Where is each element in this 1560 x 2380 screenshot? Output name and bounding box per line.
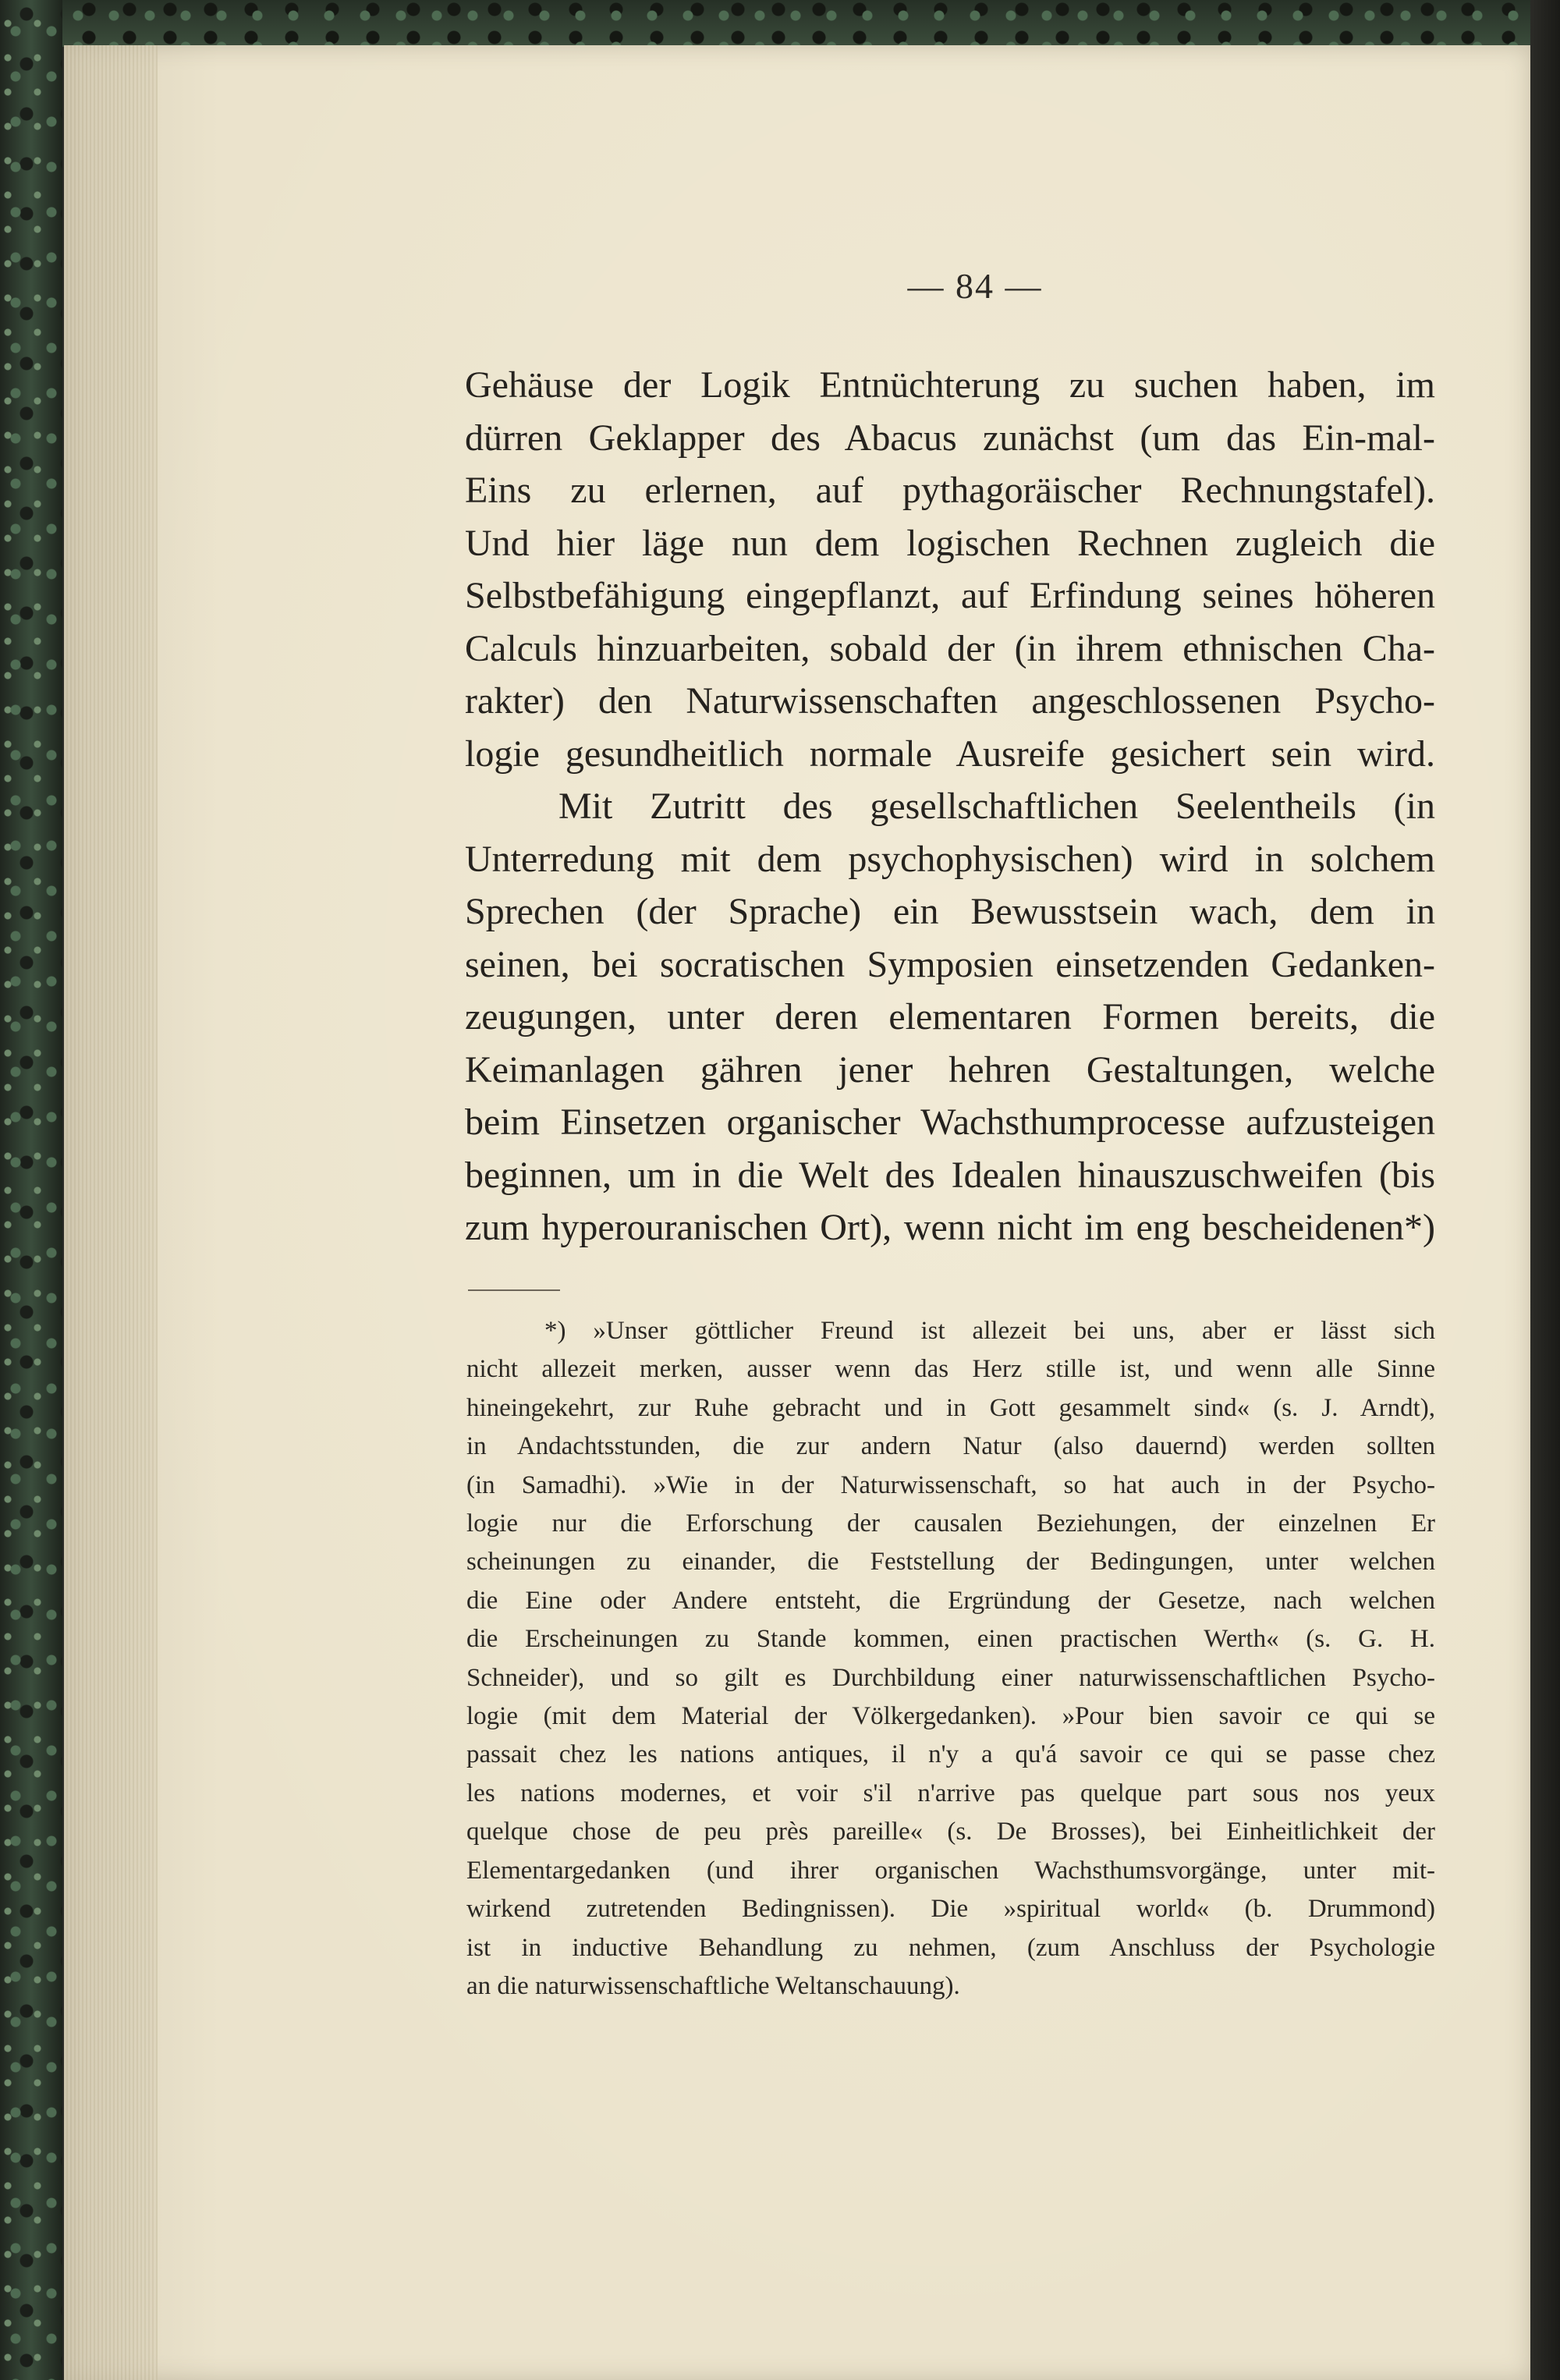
text-line: logie gesundheitlich normale Ausreife gesichert sein wird. — [465, 732, 1435, 775]
text-line: beim Einsetzen organischer Wachsthumprocesse aufzusteigen — [465, 1101, 1435, 1143]
text-line: Gehäuse der Logik Entnüchterung zu suchen haben, im — [465, 364, 1435, 406]
footnote-line: nicht allezeit merken, ausser wenn das Herz stille ist, und wenn alle Sinne — [466, 1355, 1435, 1384]
page-stack-edges — [64, 45, 158, 2380]
text-line: Eins zu erlernen, auf pythagoräischer Rechnungstafel). — [465, 470, 1435, 511]
footnote-line: quelque chose de peu près pareille« (s. De Brosses), bei Einheitlichkeit der — [466, 1818, 1435, 1846]
text-line: Selbstbefähigung eingepflanzt, auf Erfindung seines höheren — [465, 575, 1435, 616]
book-cover-top — [62, 0, 1560, 47]
footnote-line: logie nur die Erforschung der causalen Beziehungen, der einzelnen Er — [466, 1509, 1435, 1538]
text-line: rakter) den Naturwissenschaften angeschlossenen Psycho- — [465, 680, 1435, 722]
page-number: — 84 — — [907, 266, 1043, 306]
text-line: Keimanlagen gähren jener hehren Gestaltungen, welche — [465, 1048, 1435, 1091]
text-line: dürren Geklapper des Abacus zunächst (um das Ein-mal- — [465, 417, 1435, 459]
footnote-line: ist in inductive Behandlung zu nehmen, (zum Anschluss der Psychologie — [466, 1933, 1435, 1962]
text-line: zum hyperouranischen Ort), wenn nicht im eng bescheidenen*) — [465, 1207, 1435, 1248]
text-line: Und hier läge nun dem logischen Rechnen zugleich die — [465, 522, 1435, 564]
footnote-line: Elementargedanken (und ihrer organischen Wachsthumsvorgänge, unter mit- — [466, 1856, 1435, 1885]
text-line: Mit Zutritt des gesellschaftlichen Seelentheils (in — [558, 786, 1435, 827]
footnote — [466, 1312, 1435, 2006]
footnote-line: die Erscheinungen zu Stande kommen, einen practischen Werth« (s. G. H. — [466, 1625, 1435, 1654]
footnote-divider — [468, 1289, 560, 1291]
main-text — [465, 359, 1435, 1254]
text-line: seinen, bei socratischen Symposien einsetzenden Gedanken- — [465, 943, 1435, 985]
text-line: Calculs hinzuarbeiten, sobald der (in ihrem ethnischen Cha- — [465, 627, 1435, 669]
text-line: Sprechen (der Sprache) ein Bewusstsein wach, dem in — [465, 891, 1435, 932]
footnote-line: die Eine oder Andere entsteht, die Ergründung der Gesetze, nach welchen — [466, 1586, 1435, 1615]
text-line: beginnen, um in die Welt des Idealen hinauszuschweifen (bis — [465, 1154, 1435, 1196]
book-cover-right — [1530, 0, 1560, 2380]
footnote-line: passait chez les nations antiques, il n'y a qu'á savoir ce qui se passe chez — [466, 1740, 1435, 1769]
footnote-line: Schneider), und so gilt es Durchbildung einer naturwissenschaftlichen Psycho- — [466, 1663, 1435, 1692]
footnote-line: logie (mit dem Material der Völkergedanken). »Pour bien savoir ce qui se — [466, 1702, 1435, 1731]
footnote-line: in Andachtsstunden, die zur andern Natur (also dauernd) werden sollten — [466, 1432, 1435, 1461]
footnote-line: les nations modernes, et voir s'il n'arrive pas quelque part sous nos yeux — [466, 1779, 1435, 1807]
footnote-line: scheinungen zu einander, die Feststellung der Bedingungen, unter welchen — [466, 1548, 1435, 1577]
footnote-line: hineingekehrt, zur Ruhe gebracht und in Gott gesammelt sind« (s. J. Arndt), — [466, 1393, 1435, 1422]
footnote-line: (in Samadhi). »Wie in der Naturwissenschaft, so hat auch in der Psycho- — [466, 1470, 1435, 1499]
book-cover-edge — [0, 0, 62, 2380]
footnote-line: an die naturwissenschaftliche Weltanschauung). — [466, 1971, 960, 2000]
footnote-line: wirkend zutretenden Bedingnissen). Die »spiritual world« (b. Drummond) — [466, 1895, 1435, 1924]
text-line: Unterredung mit dem psychophysischen) wird in solchem — [465, 838, 1435, 880]
footnote-line: *) »Unser göttlicher Freund ist allezeit bei uns, aber er lässt sich — [544, 1317, 1435, 1345]
text-line: zeugungen, unter deren elementaren Formen bereits, die — [465, 996, 1435, 1037]
